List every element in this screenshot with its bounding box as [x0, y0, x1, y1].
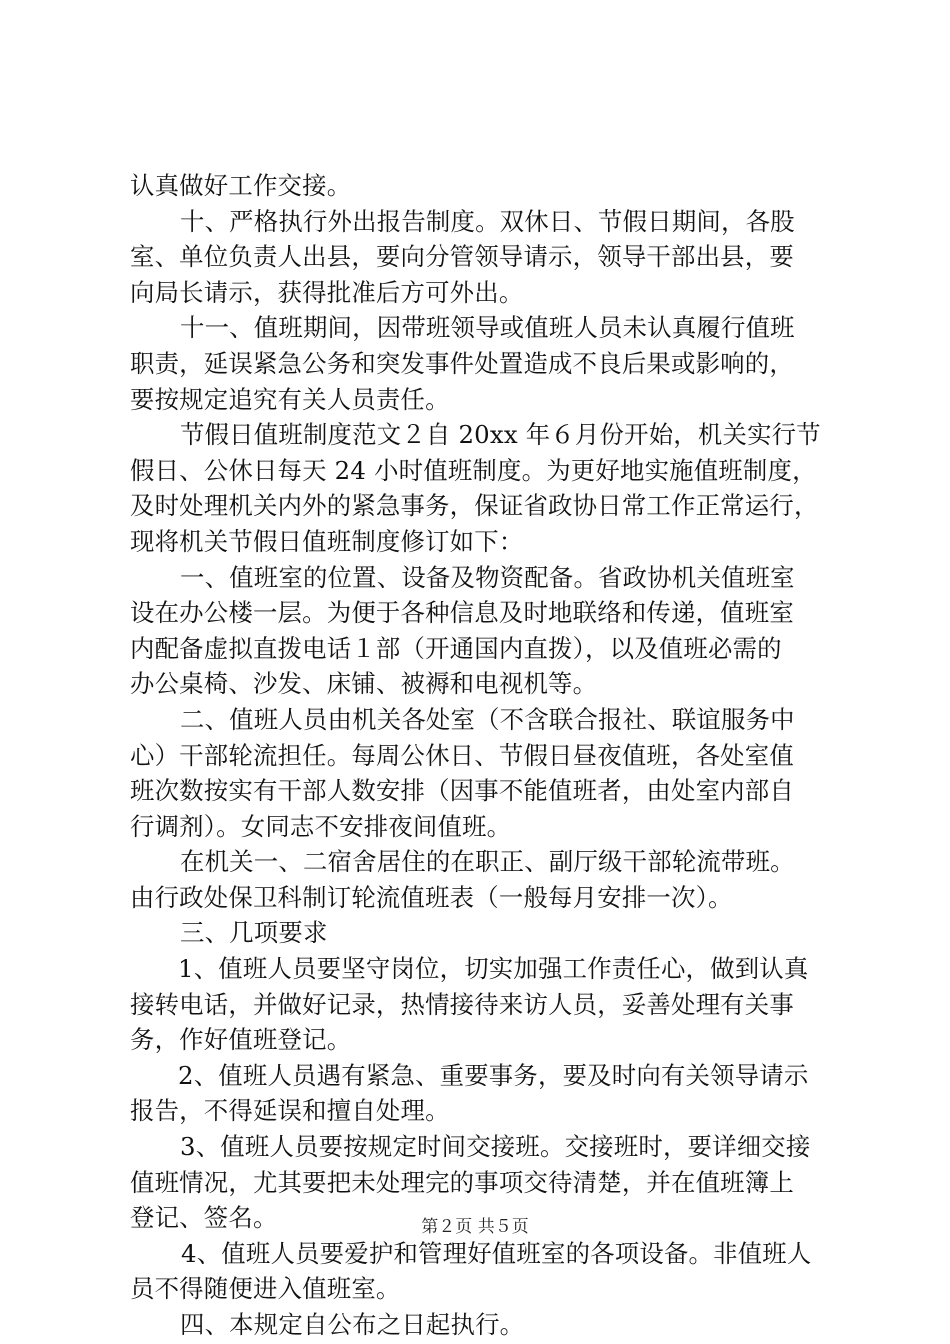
text-line: 员不得随便进入值班室。 — [130, 1274, 401, 1304]
text-line: 内配备虚拟直拨电话１部（开通国内直拨），以及值班必需的 — [130, 633, 782, 663]
text-line: 报告，不得延误和擅自处理。 — [130, 1096, 450, 1126]
text-line: 假日、公休日每天 24 小时值班制度。为更好地实施值班制度， — [130, 455, 817, 485]
text-line: 二、值班人员由机关各处室（不含联合报社、联谊服务中 — [180, 704, 795, 734]
text-line: 四、本规定自公布之日起执行。 — [180, 1310, 525, 1339]
document-body — [130, 168, 830, 1343]
text-line: 班次数按实有干部人数安排（因事不能值班者，由处室内部自 — [130, 776, 794, 806]
text-line: 认真做好工作交接。 — [130, 171, 352, 200]
text-line: 4、值班人员要爱护和管理好值班室的各项设备。非值班人 — [181, 1238, 812, 1268]
text-line: 十一、值班期间，因带班领导或值班人员未认真履行值班 — [180, 313, 795, 343]
text-line: 设在办公楼一层。为便于各种信息及时地联络和传递，值班室 — [130, 598, 794, 628]
text-line: 三、几项要求 — [180, 918, 328, 948]
text-line: 2、值班人员遇有紧急、重要事务，要及时向有关领导请示 — [178, 1060, 809, 1090]
text-line: 1、值班人员要坚守岗位，切实加强工作责任心，做到认真 — [178, 954, 809, 984]
text-line: 职责，延误紧急公务和突发事件处置造成不良后果或影响的， — [130, 348, 794, 378]
text-line: 十、严格执行外出报告制度。双休日、节假日期间，各股 — [180, 206, 795, 236]
text-line: 3、值班人员要按规定时间交接班。交接班时，要详细交接 — [180, 1132, 811, 1162]
text-line: 由行政处保卫科制订轮流值班表（一般每月安排一次）。 — [130, 882, 733, 912]
text-line: 现将机关节假日值班制度修订如下： — [130, 526, 524, 556]
text-line: 要按规定追究有关人员责任。 — [130, 384, 450, 414]
text-line: 办公桌椅、沙发、床铺、被褥和电视机等。 — [130, 669, 598, 699]
text-line: 及时处理机关内外的紧急事务，保证省政协日常工作正常运行， — [130, 491, 819, 521]
text-line: 务，作好值班登记。 — [130, 1025, 352, 1055]
text-line: 登记、签名。 — [130, 1203, 278, 1233]
page-number-footer: 第２页 共５页 — [421, 1217, 529, 1237]
text-line: 心）干部轮流担任。每周公休日、节假日昼夜值班，各处室值 — [130, 740, 794, 770]
text-line: 行调剂）。女同志不安排夜间值班。 — [130, 811, 512, 841]
text-line: 接转电话，并做好记录，热情接待来访人员，妥善处理有关事 — [130, 989, 794, 1019]
text-line: 室、单位负责人出县，要向分管领导请示，领导干部出县，要 — [130, 242, 794, 272]
text-line: 一、值班室的位置、设备及物资配备。省政协机关值班室 — [180, 562, 795, 592]
text-line: 节假日值班制度范文２自 20xx 年６月份开始，机关实行节 — [180, 420, 821, 450]
text-line: 值班情况，尤其要把未处理完的事项交待清楚，并在值班簿上 — [130, 1167, 794, 1197]
text-line: 在机关一、二宿舍居住的在职正、副厅级干部轮流带班。 — [180, 847, 795, 877]
text-line: 向局长请示，获得批准后方可外出。 — [130, 277, 524, 307]
